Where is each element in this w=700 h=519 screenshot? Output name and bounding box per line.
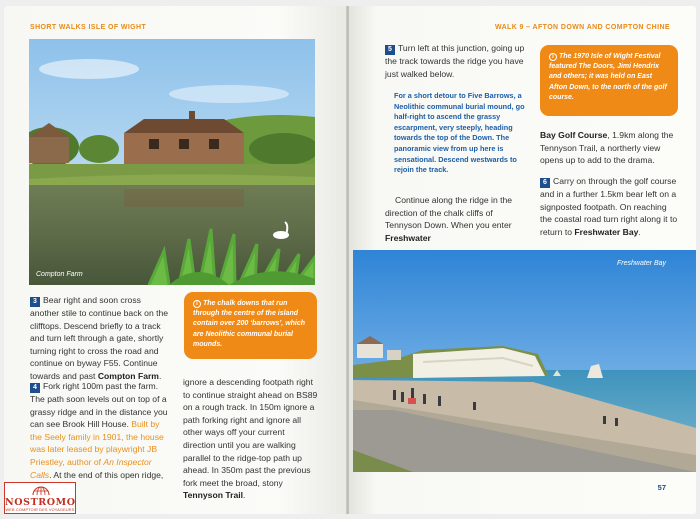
continue-text: Continue along the ridge in the direction of the chalk cliffs of Tennyson Down. When you enter: [385, 195, 513, 231]
place-name: Freshwater: [385, 232, 431, 243]
logo-wordmark: NOSTROMO: [5, 497, 76, 508]
golf-course-paragraph: [540, 129, 678, 167]
route-text: ignore a descending footpath right to continue straight ahead on BS89 on a rough track. In 150m ignore a path forking right and ignore all other ways off your current direction until you are walking parallel to the ridge-top path up ahead. In 350m past the previous fork meet the broad, stony: [183, 377, 318, 488]
globe-icon: [32, 485, 50, 496]
place-name: Bay Golf Course: [540, 130, 608, 140]
route-paragraph: [183, 376, 319, 502]
running-head-left: SHORT WALKS ISLE OF WIGHT: [30, 24, 147, 31]
step-4-end: . At the end of this open ridge,: [49, 469, 164, 480]
photo-caption-freshwater-bay: Freshwater Bay: [617, 260, 667, 267]
golf-text: , 1.9km along the Tennyson Trail, a northerly view opens up to add to the drama.: [540, 130, 674, 166]
callout-text: The 1970 Isle of Wight Festival featured The Doors, Jimi Hendrix and others; it was held on East Afton Down, to the north of the golf course.: [549, 53, 667, 101]
info-callout: [184, 292, 317, 359]
step-5-paragraph: [385, 42, 529, 80]
running-head-right: WALK 9 – AFTON DOWN AND COMPTON CHINE: [494, 24, 670, 31]
step-number-badge: 4: [30, 383, 40, 393]
punctuation: .: [638, 226, 641, 237]
step-3-text: Bear right and soon cross another stile to continue back on the clifftops. Descend briefly to a track and turn left through a gate, shortly turning right to cross the road and continue on byway F55. Continue towards and past: [30, 295, 169, 381]
step-number-badge: 5: [385, 45, 395, 55]
freshwater-bay-photo: [353, 250, 696, 472]
compton-farm-photo: [29, 39, 315, 285]
place-name: Compton Farm: [97, 370, 159, 381]
step-4-paragraph: [30, 380, 170, 481]
festival-callout: [540, 45, 678, 116]
book-spread: [4, 6, 696, 514]
punctuation: .: [158, 370, 162, 381]
continue-paragraph: [385, 194, 529, 244]
step-6-text: Carry on through the golf course and in a further 1.5km bear left on a signposted footpath. On reaching the coastal road turn right along it to return to: [540, 176, 678, 237]
info-icon: i: [549, 53, 557, 61]
step-4-text: Fork right 100m past the farm. The path soon levels out on top of a grassy ridge and in the distance you can see Brook Hill House.: [30, 381, 168, 430]
place-name: Freshwater Bay: [574, 226, 639, 237]
photo-caption-compton-farm: Compton Farm: [36, 271, 83, 278]
step-5-text: Turn left at this junction, going up the track towards the ridge you have just walked below.: [385, 43, 525, 79]
step-6-paragraph: [540, 175, 678, 238]
info-icon: i: [193, 300, 201, 308]
step-number-badge: 3: [30, 297, 40, 307]
left-page: [4, 6, 347, 514]
step-3-paragraph: [30, 294, 170, 383]
punctuation: .: [243, 490, 246, 501]
right-page: [349, 6, 696, 514]
step-number-badge: 6: [540, 178, 550, 188]
page-number: 57: [657, 483, 666, 492]
callout-text: The chalk downs that run through the centre of the island contain over 200 ‘barrows’, which are Neolithic communal burial mounds.: [193, 300, 306, 348]
detour-note: For a short detour to Five Barrows, a Neolithic communal burial mound, go half-right to ascend the grassy escarpment, very steeply, heading towards the top of the Down. The panoramic view from up here is sensational. Descend westwards to rejoin the track.: [394, 91, 525, 175]
logo-tagline: WEB COMPTOIR DES VOYAGEURS: [5, 508, 75, 512]
play-title: An Inspector Calls: [30, 456, 152, 480]
history-note: Built by the Seely family in 1901, the house was later leased by playwright JB Priestley, author of: [30, 419, 164, 467]
place-name: Tennyson Trail: [183, 490, 244, 501]
nostromo-logo: [4, 482, 76, 514]
